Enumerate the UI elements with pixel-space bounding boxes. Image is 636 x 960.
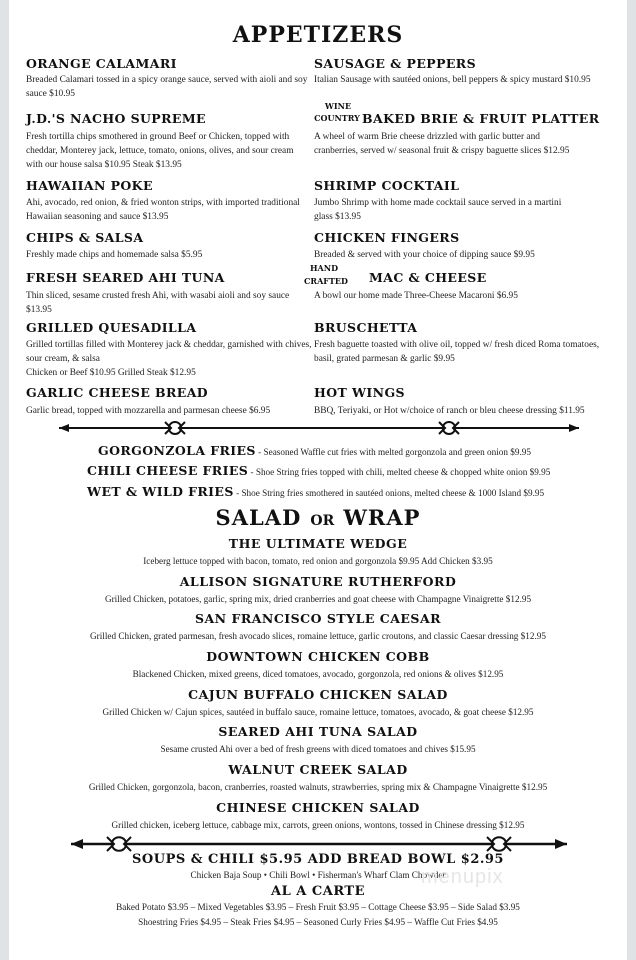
- salad-description: Grilled Chicken, gorgonzola, bacon, cranberries, roasted walnuts, strawberries, spring mix & Champagne Vinaigrette $12.95: [88, 782, 548, 792]
- salad-title: THE ULTIMATE WEDGE: [228, 536, 408, 551]
- salad-description: Sesame crusted Ahi over a bed of fresh greens with diced tomatoes and chives $15.95: [160, 744, 476, 754]
- item-title: FRESH SEARED AHI TUNA: [26, 270, 225, 285]
- item-title: GRILLED QUESADILLA: [26, 320, 197, 335]
- alacarte-title: AL A CARTE: [271, 884, 365, 899]
- salad-description: Grilled Chicken, potatoes, garlic, spring mix, dried cranberries and goat cheese with Champagne Vinaigrette $12.95: [104, 594, 532, 604]
- salad-description: Grilled Chicken, grated parmesan, fresh avocado slices, romaine lettuce, garlic croutons, and classic Caesar dressing $12.95: [90, 631, 546, 641]
- item-description: Jumbo Shrimp with home made cocktail sauce served in a martini glass $13.95: [314, 198, 562, 222]
- item-description: A wheel of warm Brie cheese drizzled with garlic butter and cranberries, served w/ seasonal fruit & crispy baguette slices $12.95: [314, 132, 570, 156]
- salad-description: Grilled Chicken w/ Cajun spices, sautéed in buffalo sauce, romaine lettuce, tomatoes, avocado, & goat cheese $12.95: [102, 707, 534, 717]
- menu-page: [9, 0, 627, 960]
- fries-description: - Shoe String fries smothered in sautéed onions, melted cheese & 1000 Island $9.95: [233, 488, 545, 498]
- alacarte-line: Shoestring Fries $4.95 – Steak Fries $4.95 – Seasoned Curly Fries $4.95 – Waffle Cut Fries $4.95: [138, 917, 498, 927]
- alacarte-line: Baked Potato $3.95 – Mixed Vegetables $3.95 – Fresh Fruit $3.95 – Cottage Cheese $3.95 – Side Salad $3.95: [116, 902, 520, 912]
- item-description: Grilled tortillas filled with Monterey jack & cheddar, garnished with chives, sour cream, & salsa: [26, 340, 312, 364]
- item-description: Ahi, avocado, red onion, & fried wonton strips, with imported traditional Hawaiian seasoning and sauce $13.95: [26, 198, 300, 222]
- country-tag: COUNTRY: [314, 113, 360, 123]
- salad-heading-or: OR: [310, 513, 335, 529]
- item-title: GARLIC CHEESE BREAD: [26, 385, 209, 400]
- watermark: menupix: [421, 866, 504, 888]
- item-description: Freshly made chips and homemade salsa $5.95: [26, 250, 203, 260]
- soups-title: SOUPS & CHILI $5.95 ADD BREAD BOWL $2.95: [132, 852, 504, 867]
- fries-description: - Shoe String fries topped with chili, melted cheese & chopped white onion $9.95: [248, 467, 551, 477]
- wrap-heading-word: WRAP: [343, 505, 421, 530]
- fries-title: CHILI CHEESE FRIES: [87, 463, 249, 478]
- salad-heading-word: SALAD: [215, 505, 302, 530]
- hand-tag: HAND: [309, 263, 338, 273]
- item-title: SHRIMP COCKTAIL: [314, 178, 460, 193]
- item-description: A bowl our home made Three-Cheese Macaroni $6.95: [314, 291, 518, 301]
- salad-title: CHINESE CHICKEN SALAD: [216, 800, 420, 815]
- item-description: Breaded & served with your choice of dipping sauce $9.95: [314, 250, 535, 260]
- wine-tag: WINE: [324, 101, 352, 111]
- fries-line: [87, 481, 544, 500]
- item-title: J.D.'S NACHO SUPREME: [26, 111, 206, 126]
- item-description: Breaded Calamari tossed in a spicy orange sauce, served with aioli and soy sauce $10.95: [26, 75, 308, 99]
- appetizers-heading: APPETIZERS: [232, 22, 404, 48]
- ornamental-divider: [71, 834, 567, 854]
- item-title: SAUSAGE & PEPPERS: [314, 56, 477, 71]
- salad-title: SAN FRANCISCO STYLE CAESAR: [194, 611, 442, 626]
- item-description: Fresh baguette toasted with olive oil, topped w/ fresh diced Roma tomatoes, basil, grated parmesan & garlic $9.95: [314, 340, 600, 364]
- salad-heading: [9, 505, 627, 530]
- crafted-tag: CRAFTED: [304, 276, 348, 286]
- fries-title: GORGONZOLA FRIES: [98, 443, 256, 458]
- item-title: BAKED BRIE & FRUIT PLATTER: [362, 111, 600, 126]
- item-description: Garlic bread, topped with mozzarella and parmesan cheese $6.95: [26, 406, 271, 416]
- item-title: HAWAIIAN POKE: [26, 178, 153, 193]
- fries-title: WET & WILD FRIES: [87, 484, 234, 499]
- salad-title: ALLISON SIGNATURE RUTHERFORD: [179, 574, 457, 589]
- item-description: Thin sliced, sesame crusted fresh Ahi, with wasabi aioli and soy sauce $13.95: [26, 291, 290, 315]
- salad-description: Grilled chicken, iceberg lettuce, cabbage mix, carrots, green onions, wontons, tossed in Chinese dressing $12.95: [111, 820, 525, 830]
- salad-title: CAJUN BUFFALO CHICKEN SALAD: [188, 687, 448, 702]
- item-description: BBQ, Teriyaki, or Hot w/choice of ranch or bleu cheese dressing $11.95: [314, 406, 585, 416]
- item-title: CHICKEN FINGERS: [314, 230, 460, 245]
- item-title: HOT WINGS: [314, 385, 405, 400]
- salad-title: SEARED AHI TUNA SALAD: [218, 724, 418, 739]
- item-title: BRUSCHETTA: [314, 320, 418, 335]
- item-title: MAC & CHEESE: [369, 270, 487, 285]
- salad-title: WALNUT CREEK SALAD: [228, 762, 408, 777]
- item-title: CHIPS & SALSA: [26, 230, 144, 245]
- salad-title: DOWNTOWN CHICKEN COBB: [206, 649, 430, 664]
- fries-line: [98, 440, 531, 459]
- item-price-line: Chicken or Beef $10.95 Grilled Steak $12.95: [26, 368, 196, 378]
- salad-description: Iceberg lettuce topped with bacon, tomato, red onion and gorgonzola $9.95 Add Chicken $3.95: [143, 556, 493, 566]
- fries-line: [87, 460, 550, 479]
- soups-description: Chicken Baja Soup • Chili Bowl • Fisherman's Wharf Clam Chowder: [190, 870, 446, 880]
- item-description: Italian Sausage with sautéed onions, bell peppers & spicy mustard $10.95: [314, 75, 591, 85]
- item-title: ORANGE CALAMARI: [26, 56, 177, 71]
- salad-description: Blackened Chicken, mixed greens, diced tomatoes, avocado, gorgonzola, red onions & olives $12.95: [132, 669, 504, 679]
- item-description: Fresh tortilla chips smothered in ground Beef or Chicken, topped with cheddar, Monterey jack, lettuce, tomato, onions, olives, and sour cream with our house salsa $10.95 Steak $13.95: [26, 132, 294, 170]
- fries-description: - Seasoned Waffle cut fries with melted gorgonzola and green onion $9.95: [255, 447, 531, 457]
- ornamental-divider: [59, 418, 579, 438]
